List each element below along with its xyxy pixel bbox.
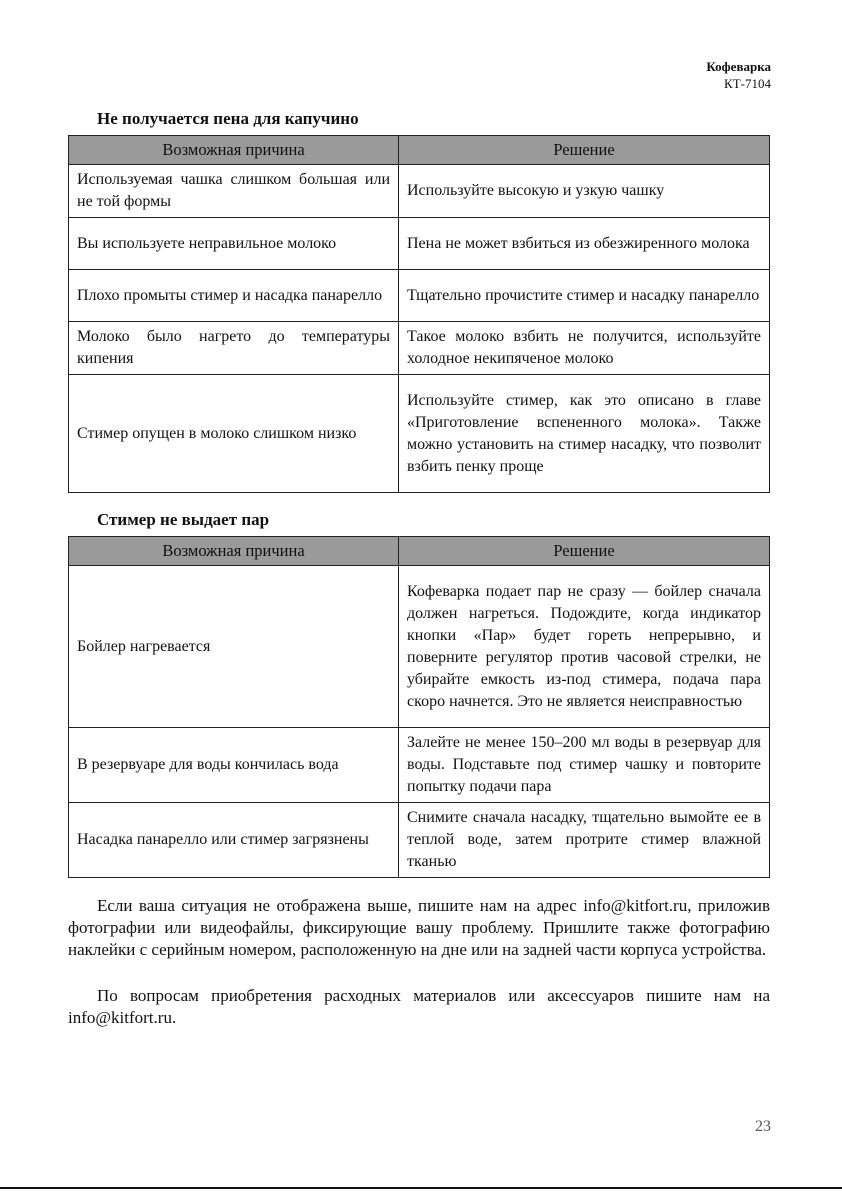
cause-cell: Плохо промыты стимер и насадка панарелло — [69, 270, 399, 322]
troubleshooting-table-steam — [68, 536, 770, 878]
header-cause: Возможная причина — [69, 537, 399, 566]
solution-cell: Используйте высокую и узкую чашку — [399, 165, 770, 218]
table-header-row — [69, 537, 770, 566]
cause-cell: В резервуаре для воды кончилась вода — [69, 728, 399, 803]
section-title-foam: Не получается пена для капучино — [97, 109, 359, 128]
page-header — [706, 58, 771, 92]
troubleshooting-table-foam — [68, 135, 770, 493]
table-row — [69, 375, 770, 493]
solution-cell: Используйте стимер, как это описано в главе «Приготовление вспененного молока». Также можно установить на стимер насадку, что позволит взбить пенку проще — [399, 375, 770, 493]
solution-cell: Тщательно прочистите стимер и насадку панарелло — [399, 270, 770, 322]
solution-cell: Залейте не менее 150–200 мл воды в резервуар для воды. Подставьте под стимер чашку и повторите попытку подачи пара — [399, 728, 770, 803]
brand-name: Кофеварка — [706, 59, 771, 74]
solution-cell: Снимите сначала насадку, тщательно вымойте ее в теплой воде, затем протрите стимер влажной тканью — [399, 803, 770, 878]
contact-paragraph: Если ваша ситуация не отображена выше, пишите нам на адрес info@kitfort.ru, приложив фотографии или видеофайлы, фиксирующие вашу проблему. Пришлите также фотографию наклейки с серийным номером, расположенную на дне или на задней части корпуса устройства. — [68, 896, 770, 959]
bottom-divider — [0, 1187, 842, 1189]
table-row — [69, 566, 770, 728]
section-title-steam: Стимер не выдает пар — [97, 510, 270, 529]
accessories-paragraph: По вопросам приобретения расходных материалов или аксессуаров пишите нам на info@kitfort.ru. — [68, 986, 770, 1027]
solution-cell: Пена не может взбиться из обезжиренного молока — [399, 218, 770, 270]
cause-cell: Насадка панарелло или стимер загрязнены — [69, 803, 399, 878]
page-number: 23 — [755, 1118, 771, 1135]
table-row — [69, 322, 770, 375]
solution-cell: Такое молоко взбить не получится, используйте холодное некипяченое молоко — [399, 322, 770, 375]
table-row — [69, 803, 770, 878]
table-row — [69, 165, 770, 218]
table-row — [69, 728, 770, 803]
solution-cell: Кофеварка подает пар не сразу — бойлер сначала должен нагреться. Подождите, когда индикатор кнопки «Пар» будет гореть непрерывно, и поверните регулятор против часовой стрелки, не убирайте емкость из-под стимера, подача пара скоро начнется. Это не является неисправностью — [399, 566, 770, 728]
header-cause: Возможная причина — [69, 136, 399, 165]
header-solution: Решение — [399, 136, 770, 165]
cause-cell: Стимер опущен в молоко слишком низко — [69, 375, 399, 493]
cause-cell: Молоко было нагрето до температуры кипения — [69, 322, 399, 375]
header-solution: Решение — [399, 537, 770, 566]
cause-cell: Бойлер нагревается — [69, 566, 399, 728]
model-number: КТ-7104 — [724, 76, 771, 91]
table-header-row — [69, 136, 770, 165]
table-row — [69, 270, 770, 322]
cause-cell: Используемая чашка слишком большая или не той формы — [69, 165, 399, 218]
cause-cell: Вы используете неправильное молоко — [69, 218, 399, 270]
table-row — [69, 218, 770, 270]
